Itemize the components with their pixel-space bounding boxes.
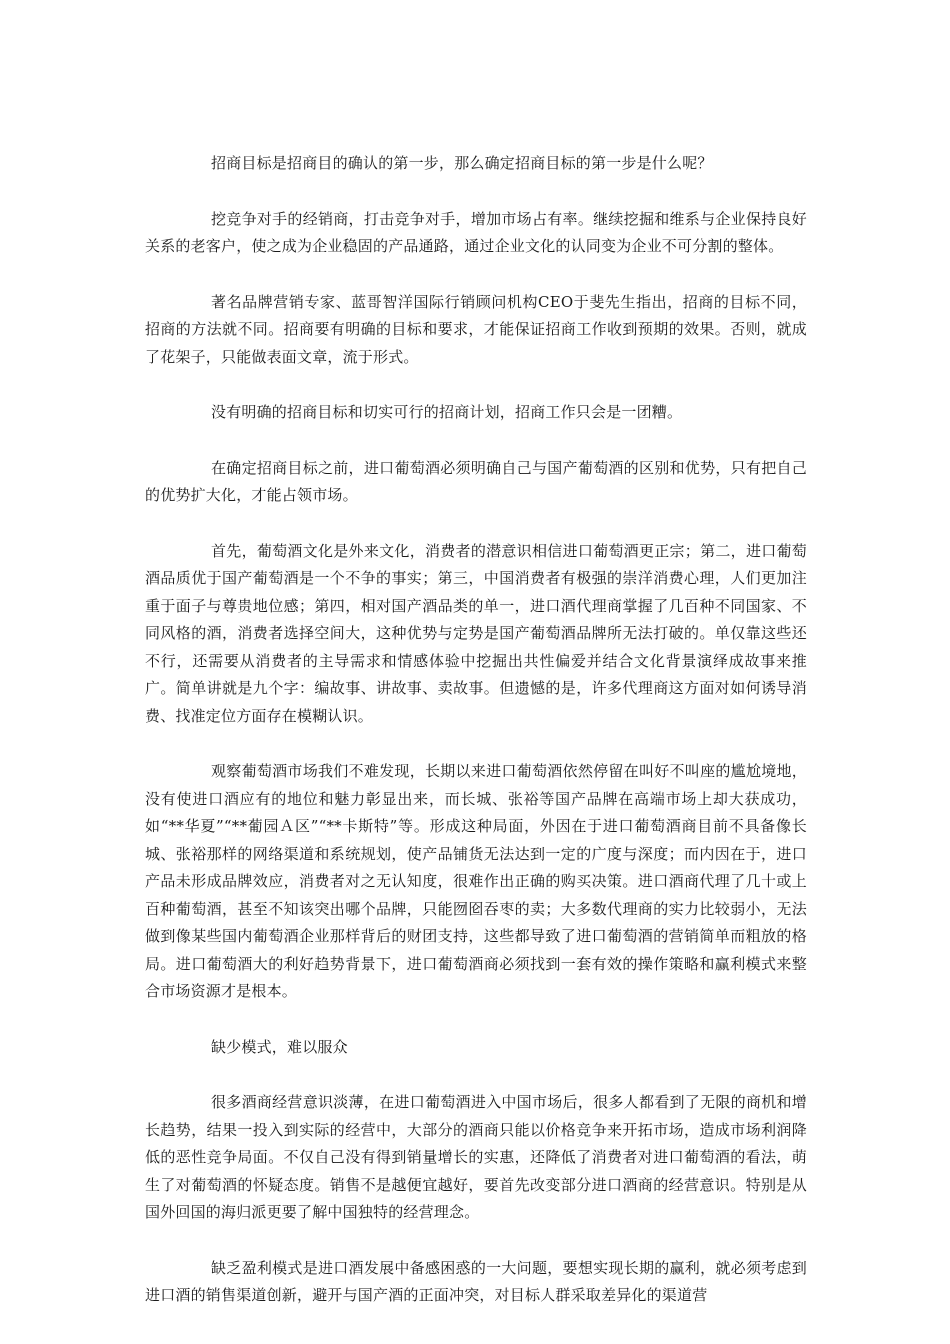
paragraph-1: 招商目标是招商目的确认的第一步，那么确定招商目标的第一步是什么呢？ [211,154,713,172]
section-heading: 缺少模式，难以服众 [211,1037,348,1056]
paragraph-6: 首先，葡萄酒文化是外来文化，消费者的潜意识相信进口葡萄酒更正宗；第二，进口葡萄酒品质优于国产葡萄酒是一个不争的事实；第三，中国消费者有极强的崇洋消费心理，人们更加注重于面子与尊贵地位感；第四，相对国产酒品类的单一，进口酒代理商掌握了几百种不同国家、不同风格的酒，消费者选择空间大，这种优势与定势是国产葡萄酒品牌所无法打破的。单仅靠这些还不行，还需要从消费者的主导需求和情感体验中挖掘出共性偏爱并结合文化背景演绎成故事来推广。简单讲就是九个字：编故事、讲故事、卖故事。但遗憾的是，许多代理商这方面对如何诱导消费、找准定位方面存在模糊认识。 [145,541,807,725]
paragraph-9: 很多酒商经营意识淡薄，在进口葡萄酒进入中国市场后，很多人都看到了无限的商机和增长趋势，结果一投入到实际的经营中，大部分的酒商只能以价格竞争来开拓市场，造成市场利润降低的恶性竞争局面。不仅自己没有得到销量增长的实惠，还降低了消费者对进口葡萄酒的看法，萌生了对葡萄酒的怀疑态度。销售不是越便宜越好，要首先改变部分进口酒商的经营意识。特别是从国外回国的海归派更要了解中国独特的经营理念。 [145,1093,807,1221]
paragraph-2: 挖竞争对手的经销商，打击竞争对手，增加市场占有率。继续挖掘和维系与企业保持良好关系的老客户，使之成为企业稳固的产品通路，通过企业文化的认同变为企业不可分割的整体。 [145,209,807,255]
document-body [145,150,807,1338]
paragraph-7: 观察葡萄酒市场我们不难发现，长期以来进口葡萄酒依然停留在叫好不叫座的尴尬境地，没有使进口酒应有的地位和魅力彰显出来，而长城、张裕等国产品牌在高端市场上却大获成功，如“**华夏”“**葡园Ａ区”“**卡斯特”等。形成这种局面，外因在于进口葡萄酒商目前不具备像长城、张裕那样的网络渠道和系统规划，使产品铺货无法达到一定的广度与深度；而内因在于，进口产品未形成品牌效应，消费者对之无认知度，很难作出正确的购买决策。进口酒商代理了几十或上百种葡萄酒，甚至不知该突出哪个品牌，只能囫囵吞枣的卖；大多数代理商的实力比较弱小，无法做到像某些国内葡萄酒企业那样背后的财团支持，这些都导致了进口葡萄酒的营销简单而粗放的格局。进口葡萄酒大的利好趋势背景下，进口葡萄酒商必须找到一套有效的操作策略和赢利模式来整合市场资源才是根本。 [145,762,807,1000]
paragraph-4: 没有明确的招商目标和切实可行的招商计划，招商工作只会是一团糟。 [211,403,683,421]
paragraph-10: 缺乏盈利模式是进口酒发展中备感困惑的一大问题，要想实现长期的赢利，就必须考虑到进口酒的销售渠道创新，避开与国产酒的正面冲突，对目标人群采取差异化的渠道营 [145,1258,807,1304]
paragraph-3: 著名品牌营销专家、蓝哥智洋国际行销顾问机构CEO于斐先生指出，招商的目标不同，招商的方法就不同。招商要有明确的目标和要求，才能保证招商工作收到预期的效果。否则，就成了花架子，只能做表面文章，流于形式。 [145,292,807,366]
paragraph-5: 在确定招商目标之前，进口葡萄酒必须明确自己与国产葡萄酒的区别和优势，只有把自己的优势扩大化，才能占领市场。 [145,458,807,504]
